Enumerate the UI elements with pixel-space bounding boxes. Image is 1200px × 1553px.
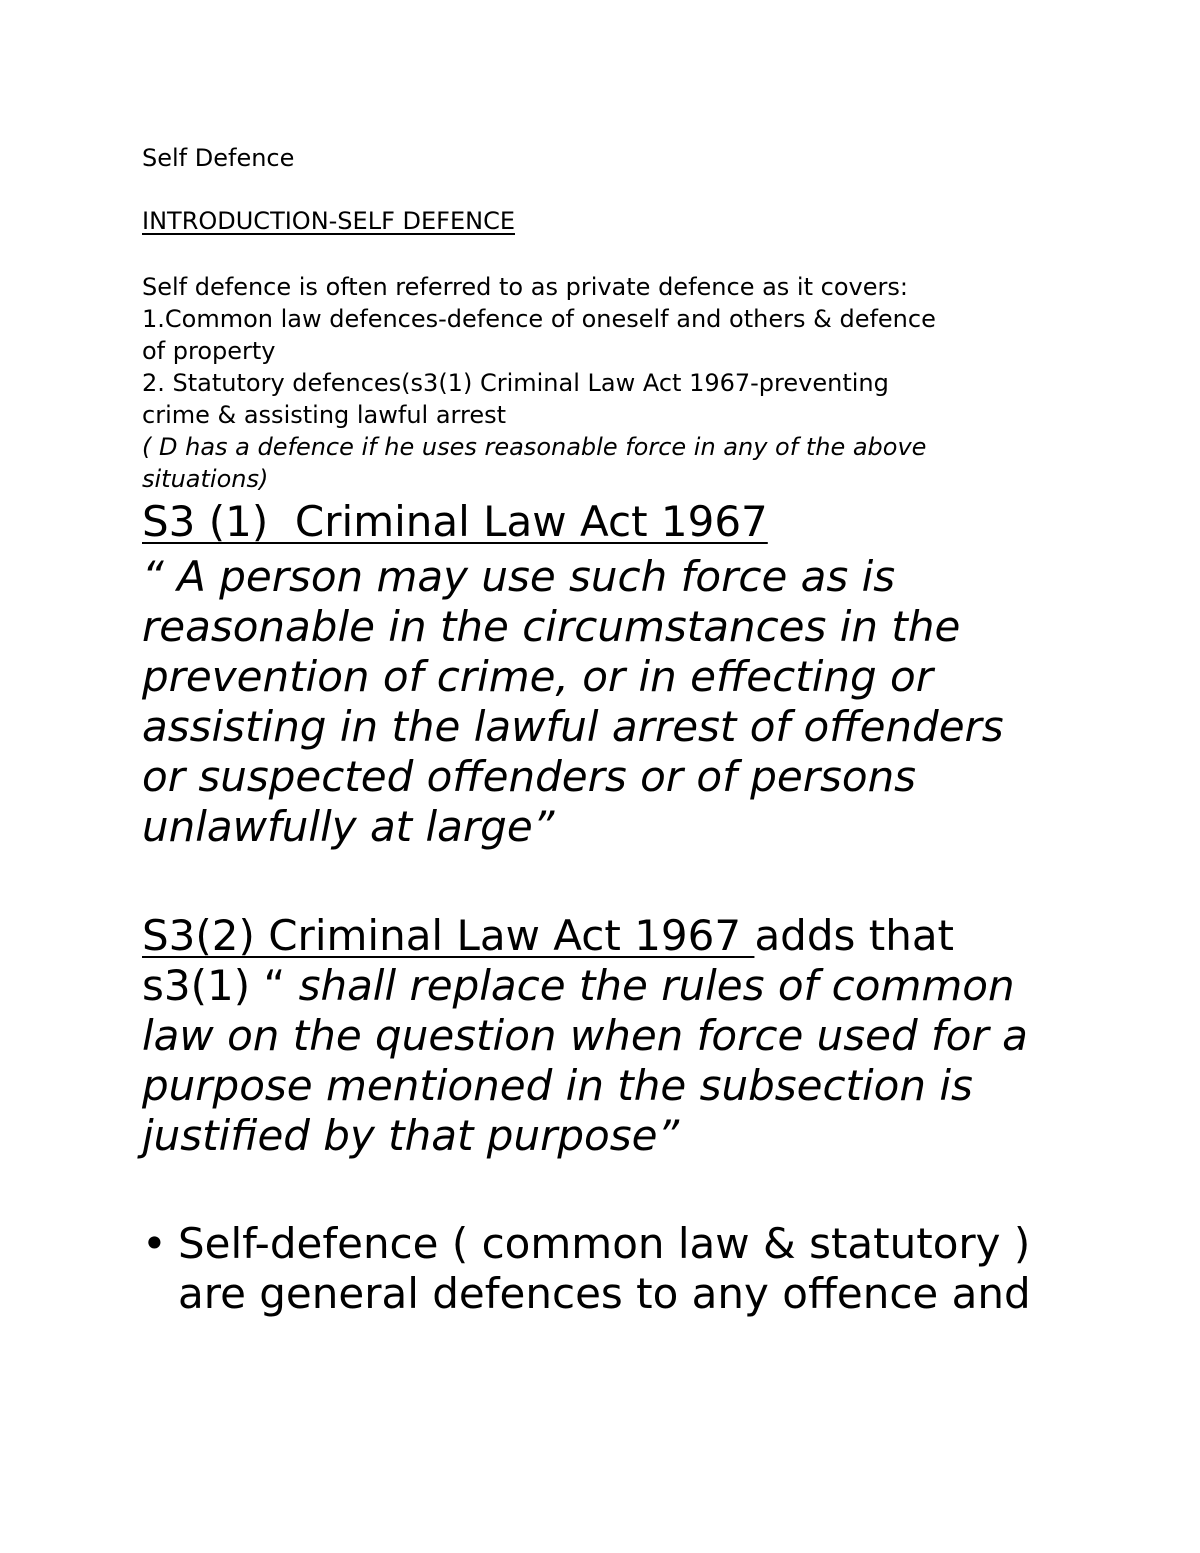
- document-title-text: Self Defence: [142, 144, 295, 172]
- section-heading-s3-1-text: S3 (1) Criminal Law Act 1967: [142, 497, 768, 546]
- intro-heading-text: INTRODUCTION-SELF DEFENCE: [142, 207, 515, 235]
- document-title: [142, 142, 294, 174]
- bullet-item: [142, 1219, 1031, 1319]
- quote-line: reasonable in the circumstances in the: [142, 602, 961, 651]
- intro-line: 2. Statutory defences(s3(1) Criminal Law Act 1967-preventing: [142, 369, 889, 397]
- s3-2-italic-line: justified by that purpose”: [142, 1111, 680, 1160]
- bullet-line: Self-defence ( common law & statutory ): [178, 1219, 1031, 1268]
- bullet-list: [142, 1219, 1031, 1319]
- s3-2-italic-line: purpose mentioned in the subsection is: [142, 1061, 973, 1110]
- intro-heading: [142, 205, 515, 237]
- s3-2-paragraph: [142, 911, 1028, 1161]
- s3-2-italic-line: law on the question when force used for a: [142, 1011, 1028, 1060]
- section-heading-s3-1: [142, 497, 768, 547]
- section-heading-s3-2: S3(2) Criminal Law Act 1967: [142, 911, 755, 960]
- s3-2-second-line: [142, 961, 1028, 1011]
- intro-italic-line: ( D has a defence if he uses reasonable force in any of the above: [142, 433, 927, 461]
- intro-line: Self defence is often referred to as private defence as it covers:: [142, 273, 908, 301]
- s3-1-quote: [142, 552, 1004, 852]
- quote-line: “ A person may use such force as is: [142, 552, 896, 601]
- s3-2-first-line: [142, 911, 1028, 961]
- bullet-line: are general defences to any offence and: [178, 1269, 1031, 1318]
- intro-paragraph: [142, 271, 936, 495]
- intro-line: crime & assisting lawful arrest: [142, 401, 507, 429]
- s3-2-line2-plain: s3(1) “: [142, 961, 299, 1010]
- bullet-icon: •: [142, 1219, 167, 1268]
- intro-line: of property: [142, 337, 276, 365]
- s3-2-after-heading: adds that: [754, 911, 955, 960]
- s3-2-line2-italic: shall replace the rules of common: [298, 961, 1015, 1010]
- quote-line: unlawfully at large”: [142, 802, 555, 851]
- intro-line: 1.Common law defences-defence of oneself and others & defence: [142, 305, 936, 333]
- quote-line: or suspected offenders or of persons: [142, 752, 917, 801]
- quote-line: assisting in the lawful arrest of offenders: [142, 702, 1004, 751]
- quote-line: prevention of crime, or in effecting or: [142, 652, 933, 701]
- intro-italic-line: situations): [142, 465, 269, 493]
